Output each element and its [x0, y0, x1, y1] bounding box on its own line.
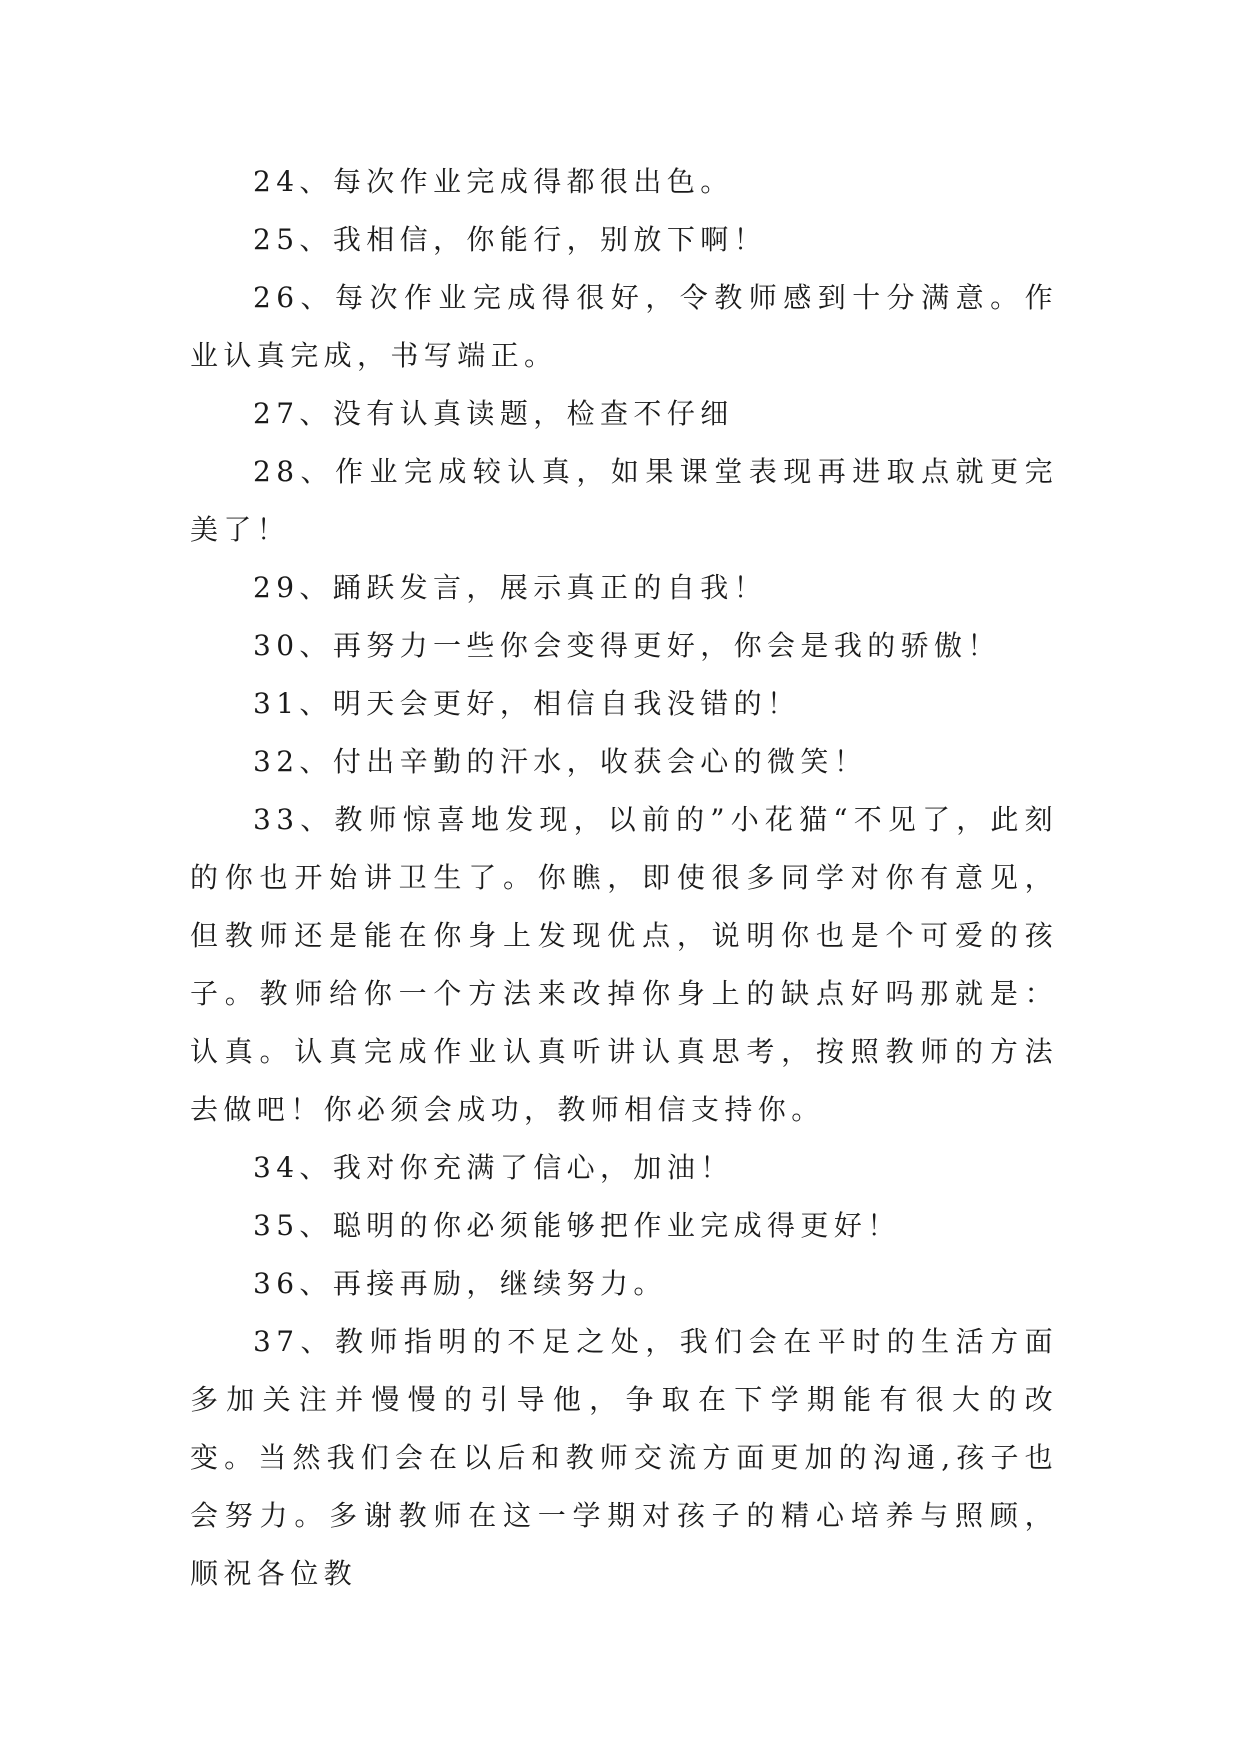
comment-33: 33、教师惊喜地发现，以前的”小花猫“不见了，此刻的你也开始讲卫生了。你瞧，即使很多同学对你有意见，但教师还是能在你身上发现优点，说明你也是个可爱的孩子。教师给你一个方法来改掉你身上的缺点好吗那就是：认真。认真完成作业认真听讲认真思考，按照教师的方法去做吧！你必须会成功，教师相信支持你。: [190, 803, 1058, 1126]
comment-24: 24、每次作业完成得都很出色。: [253, 165, 734, 198]
comment-34: 34、我对你充满了信心，加油！: [253, 1151, 734, 1184]
comment-36: 36、再接再励，继续努力。: [253, 1267, 667, 1300]
comment-28: 28、作业完成较认真，如果课堂表现再进取点就更完美了！: [190, 455, 1058, 546]
comment-30: 30、再努力一些你会变得更好，你会是我的骄傲！: [253, 629, 1001, 662]
comment-26: 26、每次作业完成得很好，令教师感到十分满意。作业认真完成，书写端正。: [190, 281, 1058, 372]
comment-27: 27、没有认真读题，检查不仔细: [253, 397, 734, 430]
comment-29: 29、踊跃发言，展示真正的自我！: [253, 571, 768, 604]
comment-32: 32、付出辛勤的汗水，收获会心的微笑！: [253, 745, 868, 778]
document-page: [190, 153, 1058, 1603]
comment-37: 37、教师指明的不足之处，我们会在平时的生活方面多加关注并慢慢的引导他，争取在下学期能有很大的改变。当然我们会在以后和教师交流方面更加的沟通,孩子也会努力。多谢教师在这一学期对孩子的精心培养与照顾，顺祝各位教: [190, 1325, 1058, 1590]
comment-31: 31、明天会更好，相信自我没错的！: [253, 687, 801, 720]
comment-25: 25、我相信，你能行，别放下啊！: [253, 223, 768, 256]
comment-35: 35、聪明的你必须能够把作业完成得更好！: [253, 1209, 901, 1242]
